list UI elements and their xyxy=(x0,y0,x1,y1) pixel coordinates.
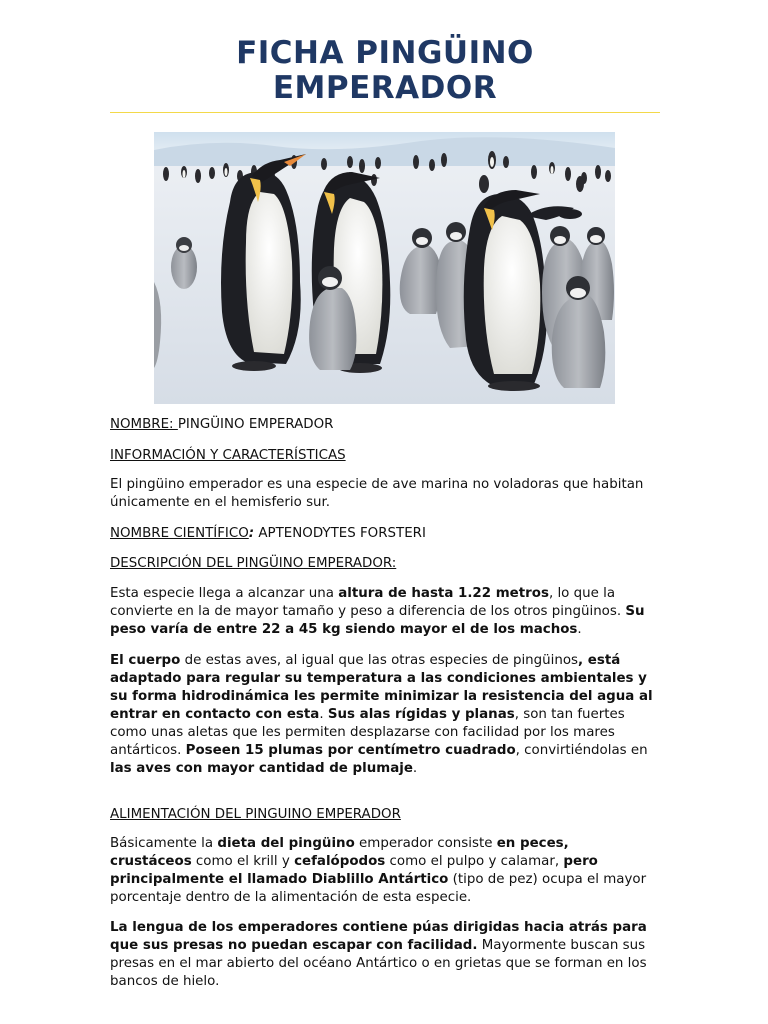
text-run: emperador consiste xyxy=(354,836,497,851)
bold-run: en peces, crustáceos xyxy=(110,836,569,869)
text-run: Esta especie llega a alcanzar una xyxy=(110,586,339,601)
title-line-1: FICHA PINGÜINO xyxy=(236,35,534,71)
feeding-paragraph-2 xyxy=(110,919,655,991)
feeding-paragraph-1 xyxy=(110,835,655,907)
description-paragraph-1 xyxy=(110,585,655,639)
text-run: . xyxy=(577,622,582,637)
text-run: como el krill y xyxy=(191,854,295,869)
bold-run: dieta del pingüino xyxy=(217,836,355,851)
text-run: Básicamente la xyxy=(110,836,218,851)
info-paragraph: El pingüino emperador es una especie de ave marina no voladoras que habitan únicamente en el hemisferio sur. xyxy=(110,477,644,510)
text-run: , lo que la convierte en la de mayor tamaño y peso a diferencia de los otros pingüinos. xyxy=(110,586,626,619)
bold-run: pero principalmente el llamado Diablillo Antártico xyxy=(110,854,598,887)
bold-run: La lengua de los emperadores contiene púas dirigidas hacia atrás para que sus presas no puedan escapar con facilidad. xyxy=(110,920,647,953)
bold-run: , está adaptado para regular su temperatura a las condiciones ambientales y su forma hidrodinámica les permite minimizar la resistencia del agua al entrar en contacto con esta xyxy=(110,653,653,722)
description-heading: DESCRIPCIÓN DEL PINGÜINO EMPERADOR: xyxy=(110,556,397,571)
text-run: . xyxy=(319,707,328,722)
text-run: de estas aves, al igual que las otras especies de pingüinos xyxy=(180,653,579,668)
text-run: , son tan fuertes como unas aletas que les permiten desplazarse con facilidad por los mares antárticos. xyxy=(110,707,625,758)
nombre-value: PINGÜINO EMPERADOR xyxy=(177,417,334,432)
bold-run: Su peso varía de entre 22 a 45 kg siendo mayor el de los machos xyxy=(110,604,645,637)
bold-run: El cuerpo xyxy=(110,653,181,668)
bold-run: altura de hasta 1.22 metros xyxy=(338,586,549,601)
page-title xyxy=(110,36,660,106)
text-run: como el pulpo y calamar, xyxy=(385,854,564,869)
nombre-line xyxy=(110,416,655,434)
bold-run: las aves con mayor cantidad de plumaje xyxy=(110,761,413,776)
scientific-name-line xyxy=(110,525,655,543)
nombre-label: NOMBRE: xyxy=(110,417,178,432)
info-heading: INFORMACIÓN Y CARACTERÍSTICAS xyxy=(110,448,346,463)
scientific-name-value: APTENODYTES FORSTERI xyxy=(254,526,426,541)
scientific-name-label: NOMBRE CIENTÍFICO xyxy=(110,526,249,541)
title-divider xyxy=(110,112,660,113)
scientific-name-colon: : xyxy=(248,526,255,541)
text-run: , convirtiéndolas en xyxy=(515,743,648,758)
emperor-penguins-photo-icon xyxy=(154,132,615,404)
title-line-2: EMPERADOR xyxy=(272,70,498,106)
text-run: . xyxy=(412,761,418,776)
text-run: Mayormente buscan sus presas en el mar abierto del océano Antártico o en grietas que se forman en los bancos de hielo. xyxy=(110,938,647,989)
bold-run: Sus alas rígidas y planas xyxy=(327,707,515,722)
text-run: (tipo de pez) ocupa el mayor porcentaje dentro de la alimentación de esta especie. xyxy=(110,872,647,905)
bold-run: cefalópodos xyxy=(294,854,386,869)
bold-run: Poseen 15 plumas por centímetro cuadrado xyxy=(185,743,516,758)
feeding-heading: ALIMENTACIÓN DEL PINGUINO EMPERADOR xyxy=(110,807,401,822)
description-paragraph-2 xyxy=(110,652,655,778)
